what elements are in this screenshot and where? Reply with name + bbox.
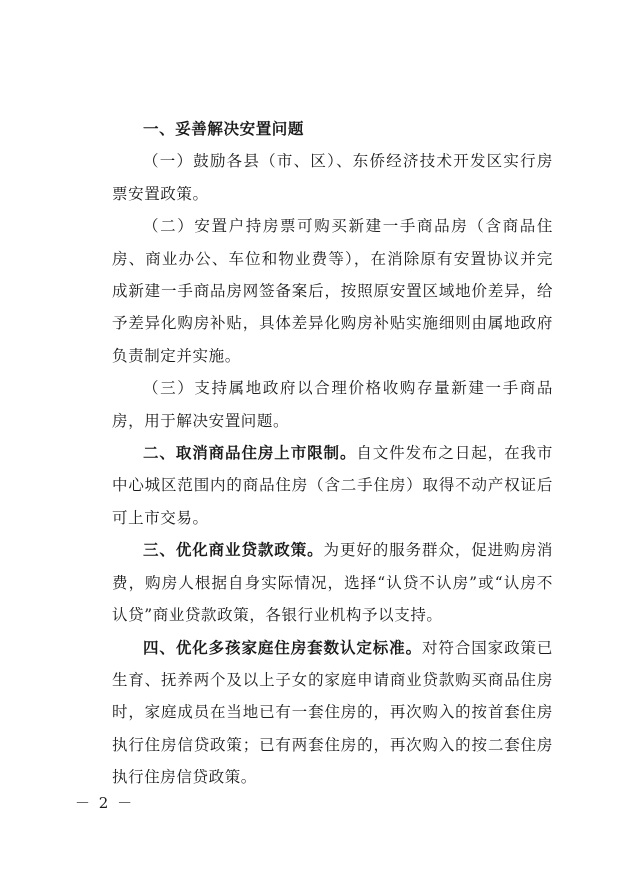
page-number: － 2 － (75, 794, 135, 812)
section-4-paragraph (112, 632, 553, 794)
section-2-paragraph (112, 437, 553, 534)
section-1-item-2: （二）安置户持房票可购买新建一手商品房（含商品住房、商业办公、车位和物业费等），在消除原有安置协议并完成新建一手商品房网签备案后，按照原安置区域地价差异，给予差异化购房补贴，具体差异化购房补贴实施细则由属地政府负责制定并实施。 (112, 217, 553, 365)
section-3-heading: 三、优化商业贷款政策。 (143, 541, 324, 560)
document-body (112, 113, 553, 794)
section-1-heading: 一、妥善解决安置问题 (143, 120, 305, 138)
section-2-body: 自文件发布之日起，在我市中心城区范围内的商品住房（含二手住房）取得不动产权证后可上市交易。 (112, 444, 553, 527)
section-4-heading: 四、优化多孩家庭住房套数认定标准。 (143, 638, 423, 657)
section-2-heading: 二、取消商品住房上市限制。 (143, 444, 357, 463)
section-1-item-3: （三）支持属地政府以合理价格收购存量新建一手商品房，用于解决安置问题。 (112, 379, 553, 430)
section-3-body: 为更好的服务群众，促进购房消费，购房人根据自身实际情况，选择“认贷不认房”或“认房不认贷”商业贷款政策，各银行业机构予以支持。 (112, 541, 553, 625)
section-4-body: 对符合国家政策已生育、抚养两个及以上子女的家庭申请商业贷款购买商品住房时，家庭成员在当地已有一套住房的，再次购入的按首套住房执行住房信贷政策；已有两套住房的，再次购入的按二套住房执行住房信贷政策。 (112, 638, 553, 787)
section-3-paragraph (112, 534, 553, 631)
section-1-item-1: （一）鼓励各县（市、区）、东侨经济技术开发区实行房票安置政策。 (112, 152, 553, 203)
